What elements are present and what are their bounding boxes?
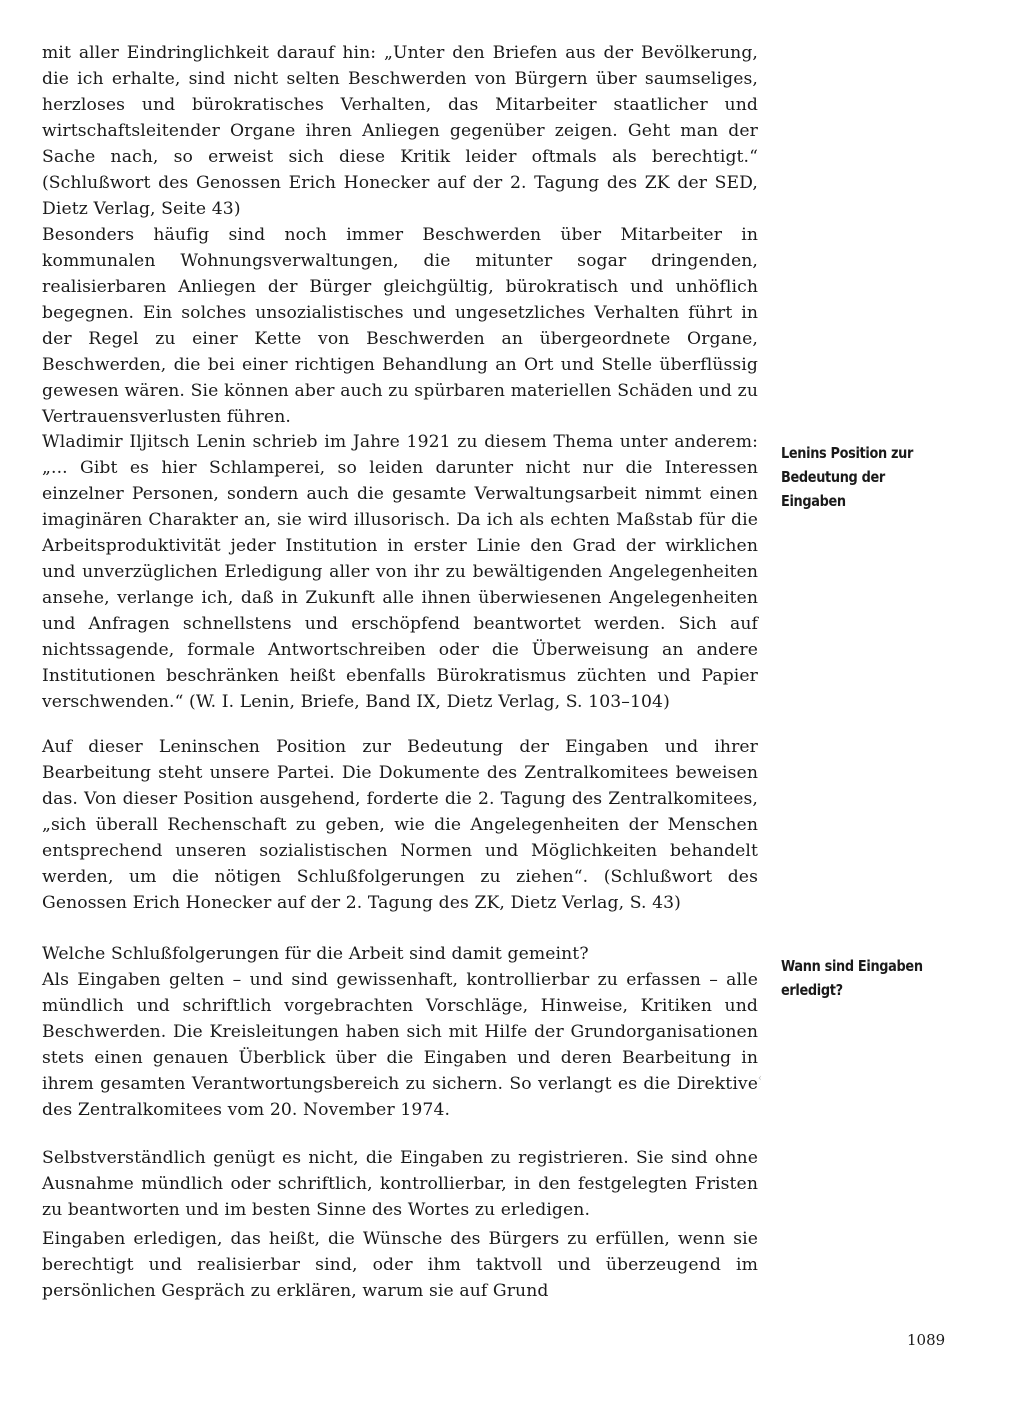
paragraph-8 (42, 1226, 758, 1304)
paragraph-text: Besonders häufig sind noch immer Beschwerden über Mitarbeiter in kommunalen Wohnungsverwaltungen, die mitunter sogar dringenden, realisierbaren Anliegen der Bürger gleichgültig, bürokratisch und unhöflich begegnen. Ein solches unsozialistisches und ungesetzliches Verhalten führt in der Regel zu einer Kette von Beschwerden an übergeordnete Organe, Beschwerden, die bei einer richtigen Behandlung an Ort und Stelle überflüssig gewesen wären. Sie können aber auch zu spürbaren materiellen Schäden und zu Vertrauensverlusten führen. (42, 225, 758, 427)
page-number: 1089 (907, 1331, 946, 1349)
paragraph-text: Eingaben erledigen, das heißt, die Wünsche des Bürgers zu erfüllen, wenn sie berechtigt und realisierbar sind, oder ihm taktvoll und überzeugend im persönlichen Gespräch zu erklären, warum sie auf Grund (42, 1229, 758, 1301)
paragraph-6 (42, 967, 758, 1123)
paragraph-3 (42, 429, 758, 715)
paragraph-1 (42, 40, 758, 222)
paragraph-2 (42, 222, 758, 430)
paragraph-7 (42, 1145, 758, 1223)
scan-mark-icon: ‹ (758, 1073, 762, 1084)
paragraph-text: mit aller Eindringlichkeit darauf hin: „Unter den Briefen aus der Bevölkerung, die ich erhalte, sind nicht selten Beschwerden von Bürgern über saumseliges, herzloses und bürokratisches Verhalten, das Mitarbeiter staatlicher und wirtschaftsleitender Organe ihren Anliegen gegenüber zeigen. Geht man der Sache nach, so erweist sich diese Kritik leider oftmals als berechtigt.“ (Schlußwort des Genossen Erich Honecker auf der 2. Tagung des ZK der SED, Dietz Verlag, Seite 43) (42, 43, 758, 219)
paragraph-text: Welche Schlußfolgerungen für die Arbeit sind damit gemeint? (42, 944, 589, 964)
paragraph-text: Wladimir Iljitsch Lenin schrieb im Jahre 1921 zu diesem Thema unter anderem: „... Gibt es hier Schlamperei, so leiden darunter nicht nur die Interessen einzelner Personen, sondern auch die gesamte Verwaltungsarbeit nimmt einen imaginären Charakter an, sie wird illusorisch. Da ich als echten Maßstab für die Arbeitsproduktivität jeder Institution in erster Linie den Grad der wirklichen und unverzüglichen Erledigung aller von ihr zu bewältigenden Angelegenheiten ansehe, verlange ich, daß in Zukunft alle ihnen überwiesenen Angelegenheiten und Anfragen schnellstens und erschöpfend beantwortet werden. Sich auf nichtssagende, formale Antwortschreiben oder die Überweisung an andere Institutionen beschränken heißt ebenfalls Bürokratismus züchten und Papier verschwenden.“ (W. I. Lenin, Briefe, Band IX, Dietz Verlag, S. 103–104) (42, 432, 758, 712)
paragraph-text: Als Eingaben gelten – und sind gewissenhaft, kontrollierbar zu erfassen – alle mündlich und schriftlich vorgebrachten Vorschläge, Hinweise, Kritiken und Beschwerden. Die Kreisleitungen haben sich mit Hilfe der Grundorganisationen stets einen genauen Überblick über die Eingaben und deren Bearbeitung in ihrem gesamten Verantwortungsbereich zu sichern. So verlangt es die Direktive des Zentralkomitees vom 20. November 1974. (42, 970, 758, 1120)
side-note-lenin-position: Lenins Position zur Bedeutung der Eingaben (781, 444, 913, 510)
paragraph-5 (42, 941, 758, 967)
paragraph-text: Selbstverständlich genügt es nicht, die Eingaben zu registrieren. Sie sind ohne Ausnahme mündlich oder schriftlich, kontrollierbar, in den festgelegten Fristen zu beantworten und im besten Sinne des Wortes zu erledigen. (42, 1148, 758, 1220)
side-note-eingaben-erledigt: Wann sind Eingaben erledigt? (781, 957, 923, 999)
paragraph-text: Auf dieser Leninschen Position zur Bedeutung der Eingaben und ihrer Bearbeitung steht unsere Partei. Die Dokumente des Zentralkomitees beweisen das. Von dieser Position ausgehend, forderte die 2. Tagung des Zentralkomitees, „sich überall Rechenschaft zu geben, wie die Angelegenheiten der Menschen entsprechend unseren sozialistischen Normen und Möglichkeiten behandelt werden, um die nötigen Schlußfolgerungen zu ziehen“. (Schlußwort des Genossen Erich Honecker auf der 2. Tagung des ZK, Dietz Verlag, S. 43) (42, 737, 758, 913)
paragraph-4 (42, 734, 758, 916)
